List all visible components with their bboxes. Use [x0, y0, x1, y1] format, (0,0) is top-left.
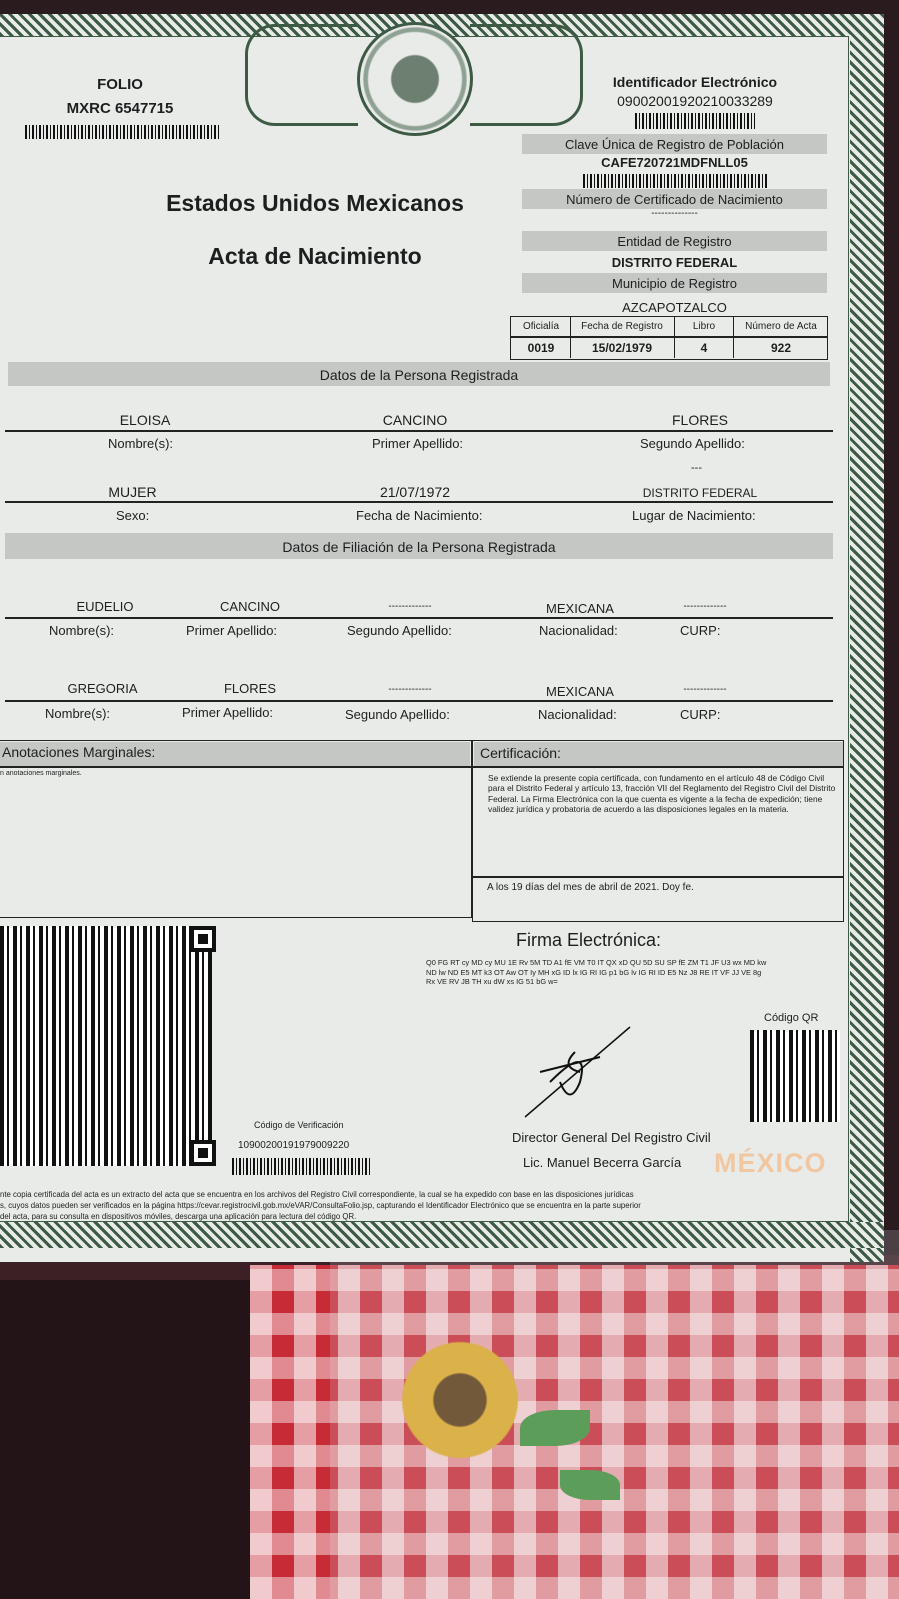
registro-value: 0019 [527, 341, 555, 355]
filiacion-rule [5, 617, 833, 619]
persona-section-title: Datos de la Persona Registrada [319, 367, 519, 383]
plastic-wrap [330, 1230, 899, 1599]
padre-lbl-nombre: Nombre(s): [49, 623, 115, 638]
madre-lbl-nombre: Nombre(s): [45, 706, 111, 721]
padre-nacionalidad: MEXICANA [546, 601, 614, 616]
madre-lbl-curp: CURP: [680, 707, 721, 722]
padre-primer: CANCINO [220, 599, 280, 614]
qr-finder [190, 926, 216, 952]
registro-header: Oficialía [522, 321, 560, 332]
identificador-value: 0900200192021003328​9 [617, 93, 773, 109]
certificacion-fecha: A los 19 días del mes de abril de 2021. Doy fe. [487, 882, 694, 893]
curp-barcode [583, 174, 768, 188]
registro-value: 4 [700, 341, 708, 355]
folio-barcode [25, 125, 220, 139]
verificacion-barcode [232, 1158, 372, 1175]
padre-nombre: EUDELIO [76, 599, 134, 614]
madre-curp: ------------- [683, 684, 727, 695]
small-qr-code [750, 1030, 840, 1122]
persona-primer-apellido: CANCINO [382, 412, 448, 428]
footer-line-1: nte copia certificada del acta es un extracto del acta que se encuentra en los archivos del Registro Civil correspondiente, la cual se ha expedido con base en las disposiciones jurídicas [0, 1190, 634, 1199]
identificador-label: Identificador Electrónico [612, 74, 778, 90]
verificacion-value: 109002001919790092​20 [238, 1140, 350, 1151]
registro-value: 922 [770, 341, 792, 355]
persona-rule [5, 430, 833, 432]
madre-nacionalidad: MEXICANA [546, 684, 614, 699]
folio-value: MXRC 6547715 [66, 100, 174, 117]
persona-lbl-fecha: Fecha de Nacimiento: [356, 508, 483, 523]
persona-nombre: ELOISA [119, 412, 171, 428]
madre-lbl-nac: Nacionalidad: [538, 707, 617, 722]
folio-label: FOLIO [97, 76, 143, 93]
document-title: Acta de Nacimiento [208, 243, 422, 269]
padre-lbl-curp: CURP: [680, 623, 721, 638]
padre-segundo: ------------- [388, 601, 432, 612]
madre-segundo: ------------- [388, 684, 432, 695]
ornament-right [470, 24, 583, 126]
persona-lbl-sexo: Sexo: [116, 508, 150, 523]
madre-primer: FLORES [223, 681, 276, 696]
curp-value: CAFE720721MDFNLL05 [601, 155, 748, 170]
madre-nombre: GREGORIA [67, 681, 138, 696]
border-right [850, 14, 884, 1262]
registro-col-divider [733, 316, 734, 358]
madre-lbl-primer: Primer Apellido: [182, 705, 274, 720]
municipio-value: AZCAPOTZALCO [622, 300, 727, 315]
persona-lbl-segundo: Segundo Apellido: [640, 436, 745, 451]
padre-lbl-segundo: Segundo Apellido: [347, 623, 452, 638]
certificacion-text: Se extiende la presente copia certificada, con fundamento en el artículo 48 de Código Civil para el Distrito Federal y artículo 13, fracción VII del Reglamento del Registro Civil del Distrito Federal. La Firma Electrónica con la que cuenta es vigente a la fecha de expedición; tiene validez jurídica y probatoria de acuerdo a las disposiciones legales en la materia. [488, 773, 836, 815]
padre-curp: ------------- [683, 601, 727, 612]
anotaciones-label: Anotaciones Marginales: [2, 744, 156, 760]
municipio-label: Municipio de Registro [611, 276, 737, 291]
qr-finder [190, 1140, 216, 1166]
dark-fabric [0, 1280, 260, 1599]
certificado-label: Número de Certificado de Nacimiento [566, 192, 783, 207]
persona-lbl-nombre: Nombre(s): [108, 436, 174, 451]
border-bottom [0, 1222, 884, 1248]
certificacion-rule [473, 876, 844, 878]
identificador-barcode [635, 113, 755, 129]
filiacion-section-title: Datos de Filiación de la Persona Registrada [282, 539, 556, 555]
firma-hash: Q0 FG RT cy MD cy MU 1E Rv 5M TD A1 fE VM T0 IT QX xD QU 5D SU SP fE ZM T1 JF U3 wx MD kw ND lw ND E5 MT k3 OT Aw OT Iy MH xG ID lx IG RI IG p1 bG lv IG RI ID E5 Nz J8 RE IT VF JJ VE 8g Rx VE RV JB TH xu dW xs IG 51 bG w= [426, 958, 767, 987]
persona-lbl-lugar: Lugar de Nacimiento: [632, 508, 756, 523]
persona-segundo-apellido: FLORES [671, 412, 728, 428]
certificacion-rule [473, 766, 844, 768]
persona-lugar: DISTRITO FEDERAL [642, 486, 758, 500]
anotaciones-text: n anotaciones marginales. [0, 770, 82, 777]
persona-dash: --- [691, 462, 702, 474]
certificado-value: -------------- [651, 208, 698, 219]
country-title: Estados Unidos Mexicanos [166, 190, 464, 216]
entidad-label: Entidad de Registro [617, 234, 732, 249]
registro-header: Número de Acta [745, 321, 817, 332]
ornament-left [245, 24, 358, 126]
padre-lbl-nac: Nacionalidad: [539, 623, 618, 638]
certificacion-label: Certificación: [480, 745, 561, 761]
persona-lbl-primer: Primer Apellido: [372, 436, 464, 451]
director-title: Director General Del Registro Civil [512, 1130, 711, 1145]
madre-lbl-segundo: Segundo Apellido: [345, 707, 450, 722]
registro-value: 15/02/1979 [591, 341, 653, 355]
verificacion-label: Código de Verificación [254, 1120, 344, 1130]
qr-label: Código QR [764, 1012, 819, 1024]
curp-label: Clave Única de Registro de Población [565, 137, 784, 152]
director-name: Lic. Manuel Becerra García [523, 1155, 682, 1170]
entidad-value: DISTRITO FEDERAL [611, 255, 738, 270]
persona-fecha: 21/07/1972 [379, 484, 451, 500]
filiacion-rule [5, 700, 833, 702]
footer-line-3: del acta, para su consulta en dispositivos móviles, descarga una aplicación para lectura del código QR. [0, 1212, 357, 1221]
firma-label: Firma Electrónica: [516, 930, 662, 950]
registro-header: Fecha de Registro [581, 321, 663, 332]
registro-header: Libro [692, 321, 716, 332]
director-signature [520, 1022, 640, 1122]
persona-rule [5, 501, 833, 503]
mexico-stamp: MÉXICO [714, 1148, 827, 1178]
anotaciones-rule [0, 766, 472, 768]
national-seal [357, 22, 473, 136]
persona-sexo: MUJER [108, 484, 157, 500]
padre-lbl-primer: Primer Apellido: [186, 623, 278, 638]
footer-line-2: s, cuyos datos pueden ser verificados en la página https://cevar.registrocivil.gob.mx/eVAR/ConsultaFolio.jsp, capturando el Identificador Electrónico que se encuentra en la parte superior [0, 1201, 641, 1210]
large-qr-code [0, 926, 212, 1166]
